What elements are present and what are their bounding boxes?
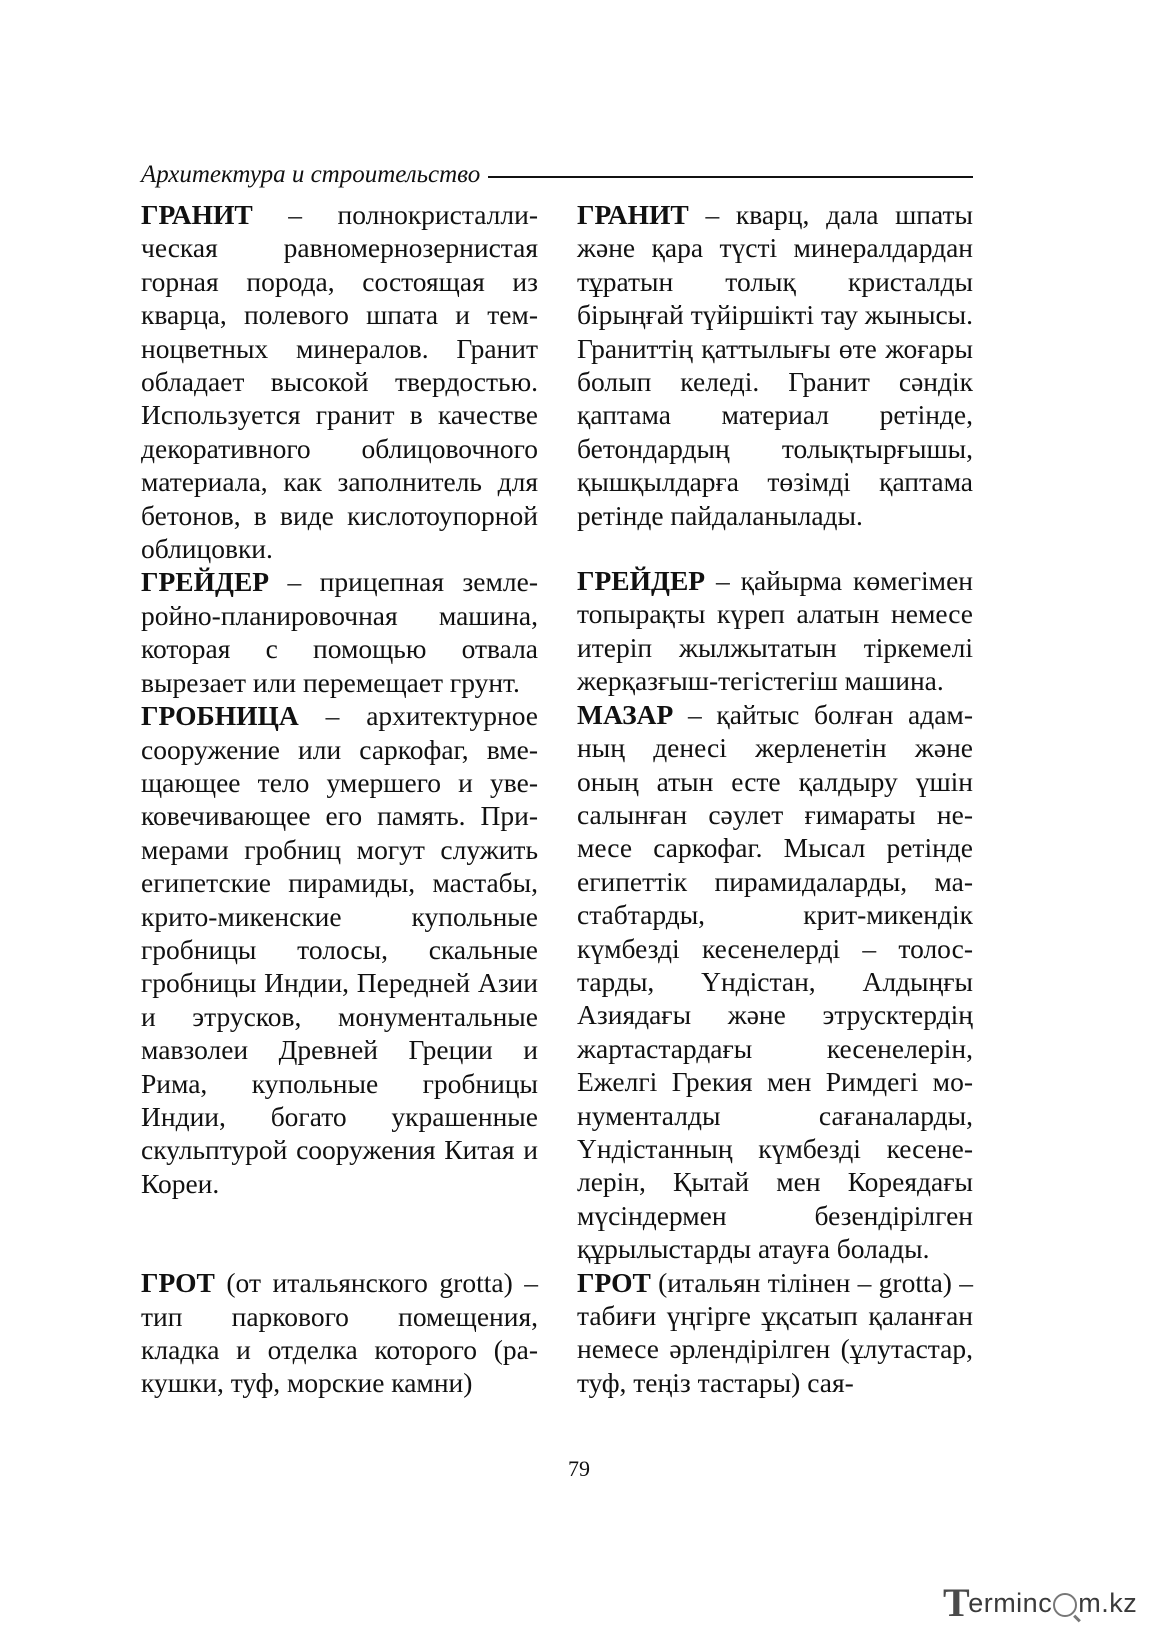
entry-grader-ru [141, 565, 538, 699]
term: ГРАНИТ [577, 199, 689, 230]
watermark-text-b: m.kz [1078, 1587, 1138, 1618]
definition: – архитектурное сооружение или саркофаг, вмещающее тело умершего и увековечивающее его память. Примерами гробниц могут служить египетские пирамиды, мастабы, крито-микенские купольные гробницы толосы, скальные гробницы Индии, Передней Азии и этрусков, монументальные мавзолеи Древней Греции и Рима, купольные гробницы Индии, богато украшенные скульптурой сооружения Китая и Кореи. [141, 700, 538, 1199]
watermark-letter: T [943, 1580, 971, 1625]
kazakh-column [577, 198, 973, 1399]
definition: – қайтыс болған адамның денесі жерленетін және оның атын есте қалдыру үшін салынған сәулет ғимараты немесе саркофаг. Мысал ретінде египеттік пирамидаларды, мастабтарды, крит-микендік күмбезді кесенелерді – толостарды, Үндістан, Алдыңғы Азиядағы және этрусктердің жартастардағы кесенелерін, Ежелгі Грекия мен Римдегі монументалды сағаналарды, Үндістанның күмбезді кесенелерін, Қытай мен Кореядағы мүсіндермен безендірілген құрылыстарды атауға болады. [577, 698, 973, 1265]
term: ГРОТ [141, 1267, 215, 1299]
entry-mazar-kz [577, 698, 973, 1266]
definition: (итальян тілінен – grotta) – табиғи үңгірге ұқсатып қаланған немесе әрлендірілген (ұлутастар, туф, теңіз тастары) сая- [577, 1266, 973, 1398]
definition: – қайырма көмегімен топырақты күреп алатын немесе итеріп жылжытатын тіркемелі жерқазғыш-тегістегіш машина. [577, 565, 973, 697]
entry-granite-kz [577, 198, 973, 532]
russian-column [141, 198, 538, 1400]
definition: – прицепная землеройно-планировочная машина, которая с помощью отвала вырезает или перемещает грунт. [141, 566, 538, 698]
term: ГРАНИТ [141, 199, 253, 230]
definition: – кварц, дала шпаты және қара түсті минералдардан тұратын толық кристалды бірыңғай түйіршікті тау жынысы. Граниттің қаттылығы өте жоғары болып келеді. Гранит сәндік қаптама материал ретінде, бетондардың толықтырғышы, қышқылдарға төзімді қаптама ретінде пайдаланылады. [577, 199, 973, 531]
page-number: 79 [568, 1456, 590, 1481]
entry-grotto-kz [577, 1266, 973, 1400]
term: ГРЕЙДЕР [577, 565, 706, 597]
watermark-text-a: erminc [968, 1587, 1053, 1618]
entry-grader-kz [577, 564, 973, 698]
term: МАЗАР [577, 698, 674, 730]
term: ГРОБНИЦА [141, 700, 299, 732]
spacer [577, 532, 973, 564]
termincom-watermark[interactable] [943, 1580, 1138, 1625]
definition: – полнокристаллическая равномернозернистая горная порода, состоящая из кварца, полевого шпата и темноцветных минералов. Гранит обладает высокой твердостью. Используется гранит в качестве декоративного облицовочного материала, как заполнитель для бетонов, в виде кислотоупорной облицовки. [141, 199, 538, 565]
entry-granite-ru [141, 198, 538, 565]
entry-tomb-ru [141, 699, 538, 1200]
spacer [141, 1200, 538, 1266]
definition: (от итальянского grotta) – тип паркового помещения, кладка и отделка которого (ракушки, туф, морские камни) [141, 1267, 538, 1399]
running-header [141, 158, 973, 192]
header-rule [488, 176, 973, 178]
section-title: Архитектура и строительство [141, 161, 481, 188]
term: ГРОТ [577, 1266, 651, 1298]
magnifier-icon [1053, 1593, 1077, 1617]
entry-grotto-ru [141, 1266, 538, 1400]
term: ГРЕЙДЕР [141, 566, 270, 598]
